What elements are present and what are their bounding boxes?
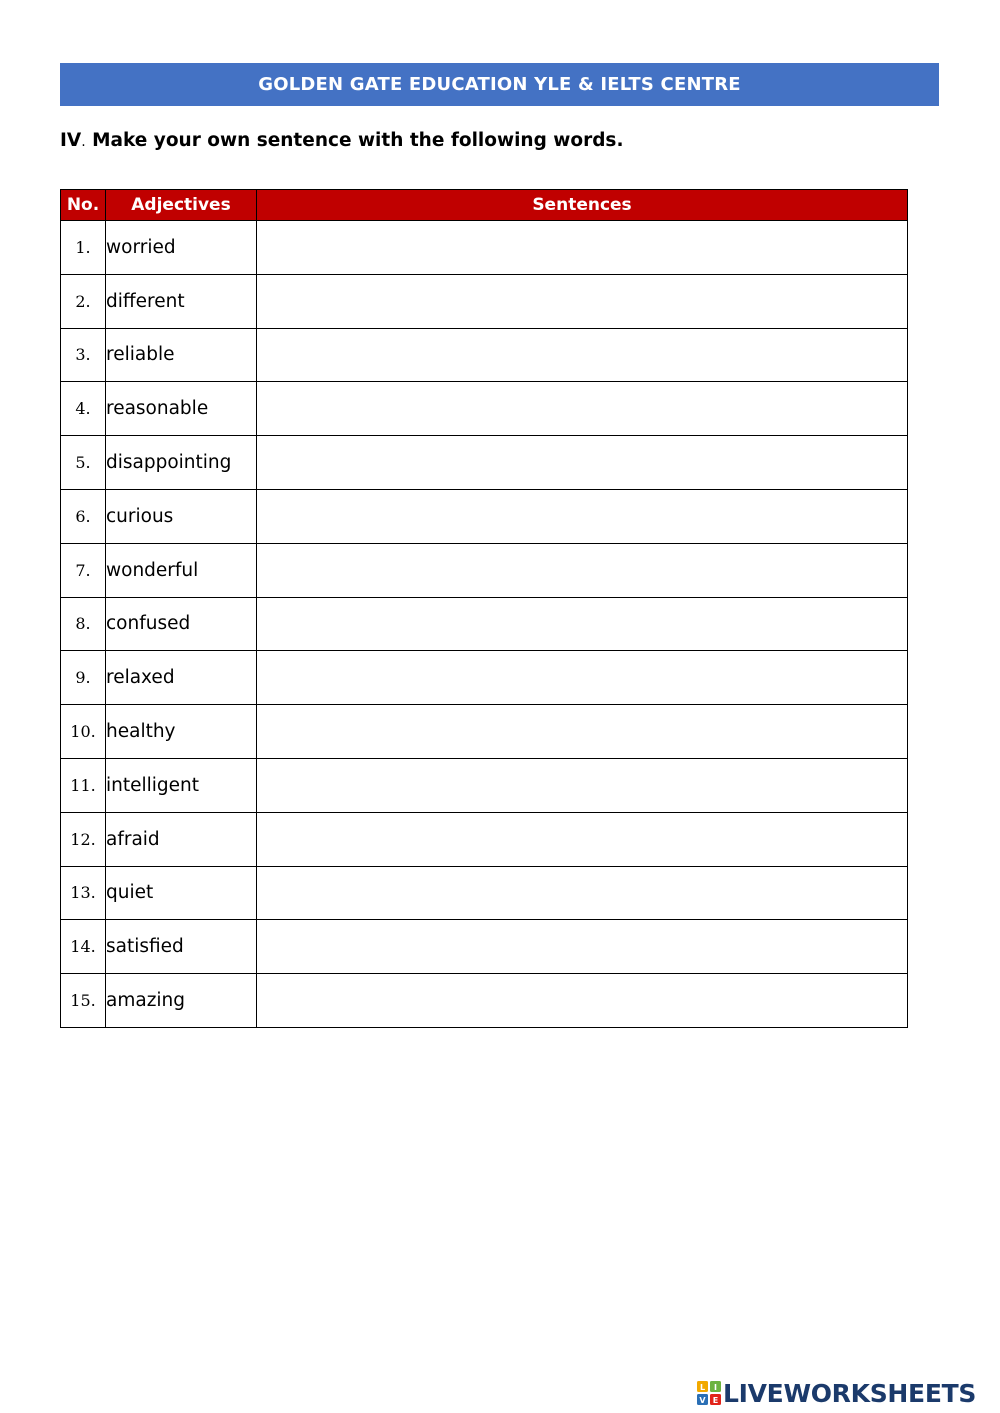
adjective-word: different xyxy=(106,274,257,328)
table-row xyxy=(61,758,908,812)
adjective-word: quiet xyxy=(106,866,257,920)
sentence-answer-cell[interactable] xyxy=(257,812,908,866)
row-number: 15. xyxy=(61,974,106,1028)
row-number: 12. xyxy=(61,812,106,866)
table-row xyxy=(61,382,908,436)
adjective-word: worried xyxy=(106,221,257,275)
adjectives-table xyxy=(60,189,908,1028)
table-row xyxy=(61,866,908,920)
banner-title: GOLDEN GATE EDUCATION YLE & IELTS CENTRE xyxy=(258,74,741,95)
sentence-answer-cell[interactable] xyxy=(257,651,908,705)
svg-text:L: L xyxy=(699,1383,706,1392)
exercise-number: IV xyxy=(60,130,82,151)
table-row xyxy=(61,705,908,759)
table-row xyxy=(61,274,908,328)
row-number: 4. xyxy=(61,382,106,436)
sentence-answer-cell[interactable] xyxy=(257,705,908,759)
instruction-text: Make your own sentence with the following words. xyxy=(85,130,624,151)
row-number: 7. xyxy=(61,543,106,597)
sentence-answer-cell[interactable] xyxy=(257,758,908,812)
logo-text: LIVEWORKSHEETS xyxy=(723,1378,977,1408)
sentence-answer-cell[interactable] xyxy=(257,436,908,490)
table-header-row xyxy=(61,190,908,221)
sentence-answer-cell[interactable] xyxy=(257,489,908,543)
sentence-answer-cell[interactable] xyxy=(257,221,908,275)
adjective-word: satisfied xyxy=(106,920,257,974)
row-number: 11. xyxy=(61,758,106,812)
svg-text:V: V xyxy=(699,1396,706,1405)
adjective-word: relaxed xyxy=(106,651,257,705)
table-row xyxy=(61,920,908,974)
liveworksheets-logo xyxy=(697,1376,976,1410)
row-number: 6. xyxy=(61,489,106,543)
adjective-word: confused xyxy=(106,597,257,651)
page-banner xyxy=(60,63,939,106)
sentence-answer-cell[interactable] xyxy=(257,597,908,651)
row-number: 2. xyxy=(61,274,106,328)
sentence-answer-cell[interactable] xyxy=(257,920,908,974)
row-number: 5. xyxy=(61,436,106,490)
table-row xyxy=(61,651,908,705)
table-row xyxy=(61,436,908,490)
sentence-answer-cell[interactable] xyxy=(257,382,908,436)
adjective-word: disappointing xyxy=(106,436,257,490)
adjective-word: reasonable xyxy=(106,382,257,436)
sentence-answer-cell[interactable] xyxy=(257,543,908,597)
table-row xyxy=(61,974,908,1028)
adjective-word: reliable xyxy=(106,328,257,382)
row-number: 3. xyxy=(61,328,106,382)
adjective-word: wonderful xyxy=(106,543,257,597)
row-number: 13. xyxy=(61,866,106,920)
sentence-answer-cell[interactable] xyxy=(257,274,908,328)
adjective-word: amazing xyxy=(106,974,257,1028)
exercise-instruction xyxy=(60,130,623,151)
row-number: 10. xyxy=(61,705,106,759)
table-row xyxy=(61,543,908,597)
table-row xyxy=(61,597,908,651)
adjective-word: healthy xyxy=(106,705,257,759)
adjective-word: intelligent xyxy=(106,758,257,812)
table-row xyxy=(61,812,908,866)
row-number: 9. xyxy=(61,651,106,705)
sentence-answer-cell[interactable] xyxy=(257,974,908,1028)
row-number: 1. xyxy=(61,221,106,275)
row-number: 8. xyxy=(61,597,106,651)
row-number: 14. xyxy=(61,920,106,974)
header-adjectives: Adjectives xyxy=(106,190,257,221)
header-no: No. xyxy=(61,190,106,221)
exercise-number-dot: . xyxy=(81,134,86,150)
svg-text:E: E xyxy=(712,1396,719,1405)
sentence-answer-cell[interactable] xyxy=(257,866,908,920)
table-row xyxy=(61,221,908,275)
table-row xyxy=(61,328,908,382)
liveworksheets-logo-icon xyxy=(697,1381,721,1405)
adjective-word: afraid xyxy=(106,812,257,866)
sentence-answer-cell[interactable] xyxy=(257,328,908,382)
header-sentences: Sentences xyxy=(257,190,908,221)
table-row xyxy=(61,489,908,543)
adjective-word: curious xyxy=(106,489,257,543)
svg-text:I: I xyxy=(714,1383,717,1392)
